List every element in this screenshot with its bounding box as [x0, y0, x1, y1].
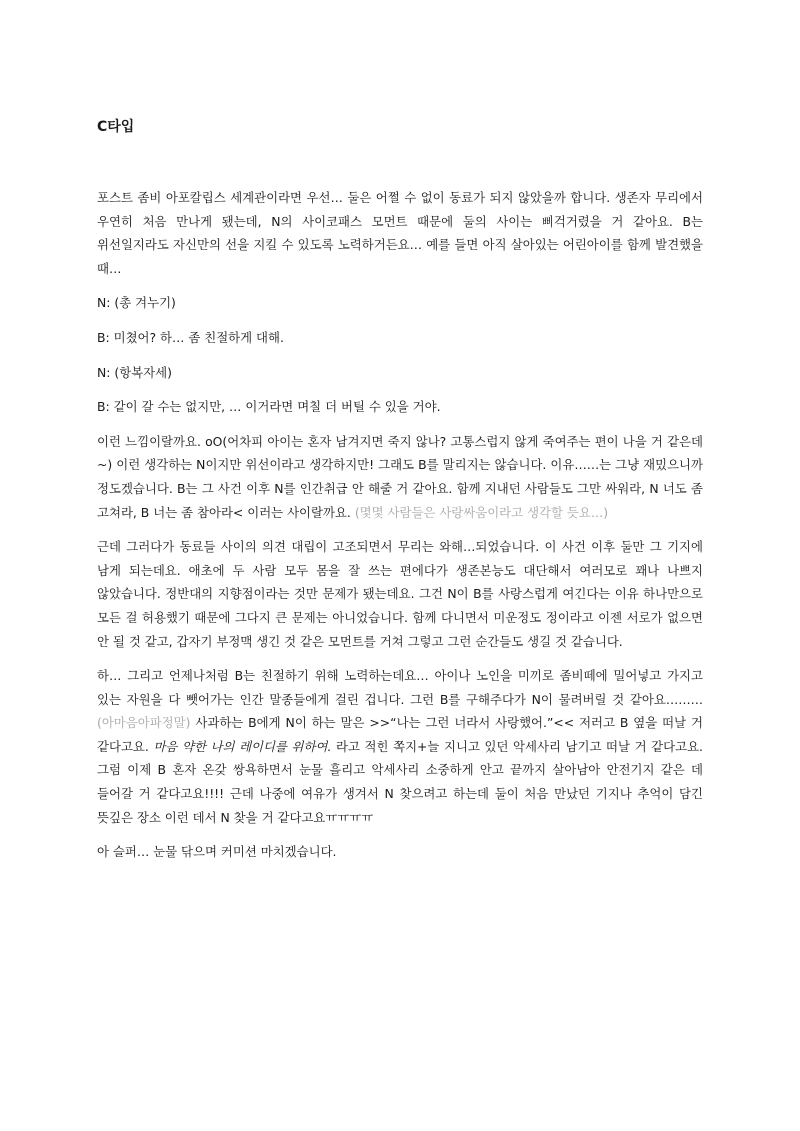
aside-note: (아마음아파정말): [97, 715, 191, 731]
paragraph-text: 라고 적힌 쪽지+늘 지니고 있던 악세사리 남기고 떠날 거 같다고요. 그럼 이제 B 혼자 온갖 쌍욕하면서 눈물 흘리고 악세사리 소중하게 안고 끝까지 살아남아 안전기지 같은 데 들어갈 거 같다고요!!!! 근데 나중에 여유가 생겨서 N 찾으려고 하는데 둘이 처음 만났던 기지나 추억이 담긴 뜻깊은 장소 이런 데서 N 찾을 거 같다고요ㅠㅠㅠㅠ: [97, 738, 703, 825]
paragraph-relationship: [97, 430, 703, 524]
aside-note: (몇몇 사람들은 사랑싸움이라고 생각할 듯요…): [354, 504, 609, 520]
paragraph-ending: [97, 664, 703, 829]
paragraph-text: 이런 느낌이랄까요. oO(어차피 아이는 혼자 남겨지면 죽지 않나? 고통스럽지 않게 죽여주는 편이 나을 거 같은데~) 이런 생각하는 N이지만 위선이라고 생각하지만! 그래도 B를 말리지는 않습니다. 이유……는 그냥 재밌으니까 정도겠습니다. B는 그 사건 이후 N를 인간취급 안 해줄 거 같아요. 함께 지내던 사람들도 그만 싸워라, N 너도 좀 고쳐라, B 너는 좀 참아라< 이러는 사이랄까요.: [97, 433, 703, 520]
paragraph-base: 근데 그러다가 동료들 사이의 의견 대립이 고조되면서 무리는 와해…되었습니다. 이 사건 이후 둘만 그 기지에 남게 되는데요. 애초에 두 사람 모두 몸을 잘 쓰는 편에다가 생존본능도 대단해서 여러모로 꽤나 나쁘지 않았습니다. 정반대의 지향점이라는 것만 문제가 됐는데요. 그건 N이 B를 사랑스럽게 여긴다는 이유 하나만으로 모든 걸 허용했기 때문에 그다지 큰 문제는 아니었습니다. 함께 다니면서 미운정도 정이라고 이젠 서로가 없으면 안 될 것 같고, 갑자기 부정맥 생긴 것 같은 모먼트를 거쳐 그렇고 그런 순간들도 생길 것 같습니다.: [97, 539, 703, 649]
doc-body: [97, 186, 703, 875]
paragraph-intro: 포스트 좀비 아포칼립스 세계관이라면 우선… 둘은 어쩔 수 없이 동료가 되지 않았을까 합니다. 생존자 무리에서 우연히 처음 만나게 됐는데, N의 사이코패스 모먼트 때문에 둘의 사이는 삐걱거렸을 거 같아요. B는 위선일지라도 자신만의 선을 지킬 수 있도록 노력하거든요… 예를 들면 아직 살아있는 어린아이를 함께 발견했을 때…: [97, 190, 703, 276]
paragraph-closing: 아 슬퍼… 눈물 닦으며 커미션 마치겠습니다.: [97, 844, 337, 860]
dialogue-line: B: 같이 갈 수는 없지만, … 이거라면 며칠 더 버틸 수 있을 거야.: [97, 399, 441, 415]
paragraph-text: 하… 그리고 언제나처럼 B는 친절하기 위해 노력하는데요… 아이나 노인을 미끼로 좀비떼에 밀어넣고 가지고 있는 자원을 다 뺏어가는 인간 말종들에게 걸린 겁니다. 그런 B를 구해주다가 N이 물려버릴 것 같아요………: [97, 668, 703, 707]
paragraph-text: 사과하는 B에게 N이 하는 말은 >>“나는 그런 너라서 사랑했어.”<< 저러고 B 옆을 떠날 거 같다고요.: [97, 715, 703, 754]
dialogue-line: N: (총 겨누기): [97, 295, 176, 311]
dialogue-line: B: 미쳤어? 하… 좀 친절하게 대해.: [97, 329, 284, 345]
doc-title: C타입: [97, 119, 135, 135]
italic-quote: 마음 약한 나의 레이디를 위하여.: [153, 738, 332, 754]
dialogue-line: N: (항복자세): [97, 364, 172, 380]
